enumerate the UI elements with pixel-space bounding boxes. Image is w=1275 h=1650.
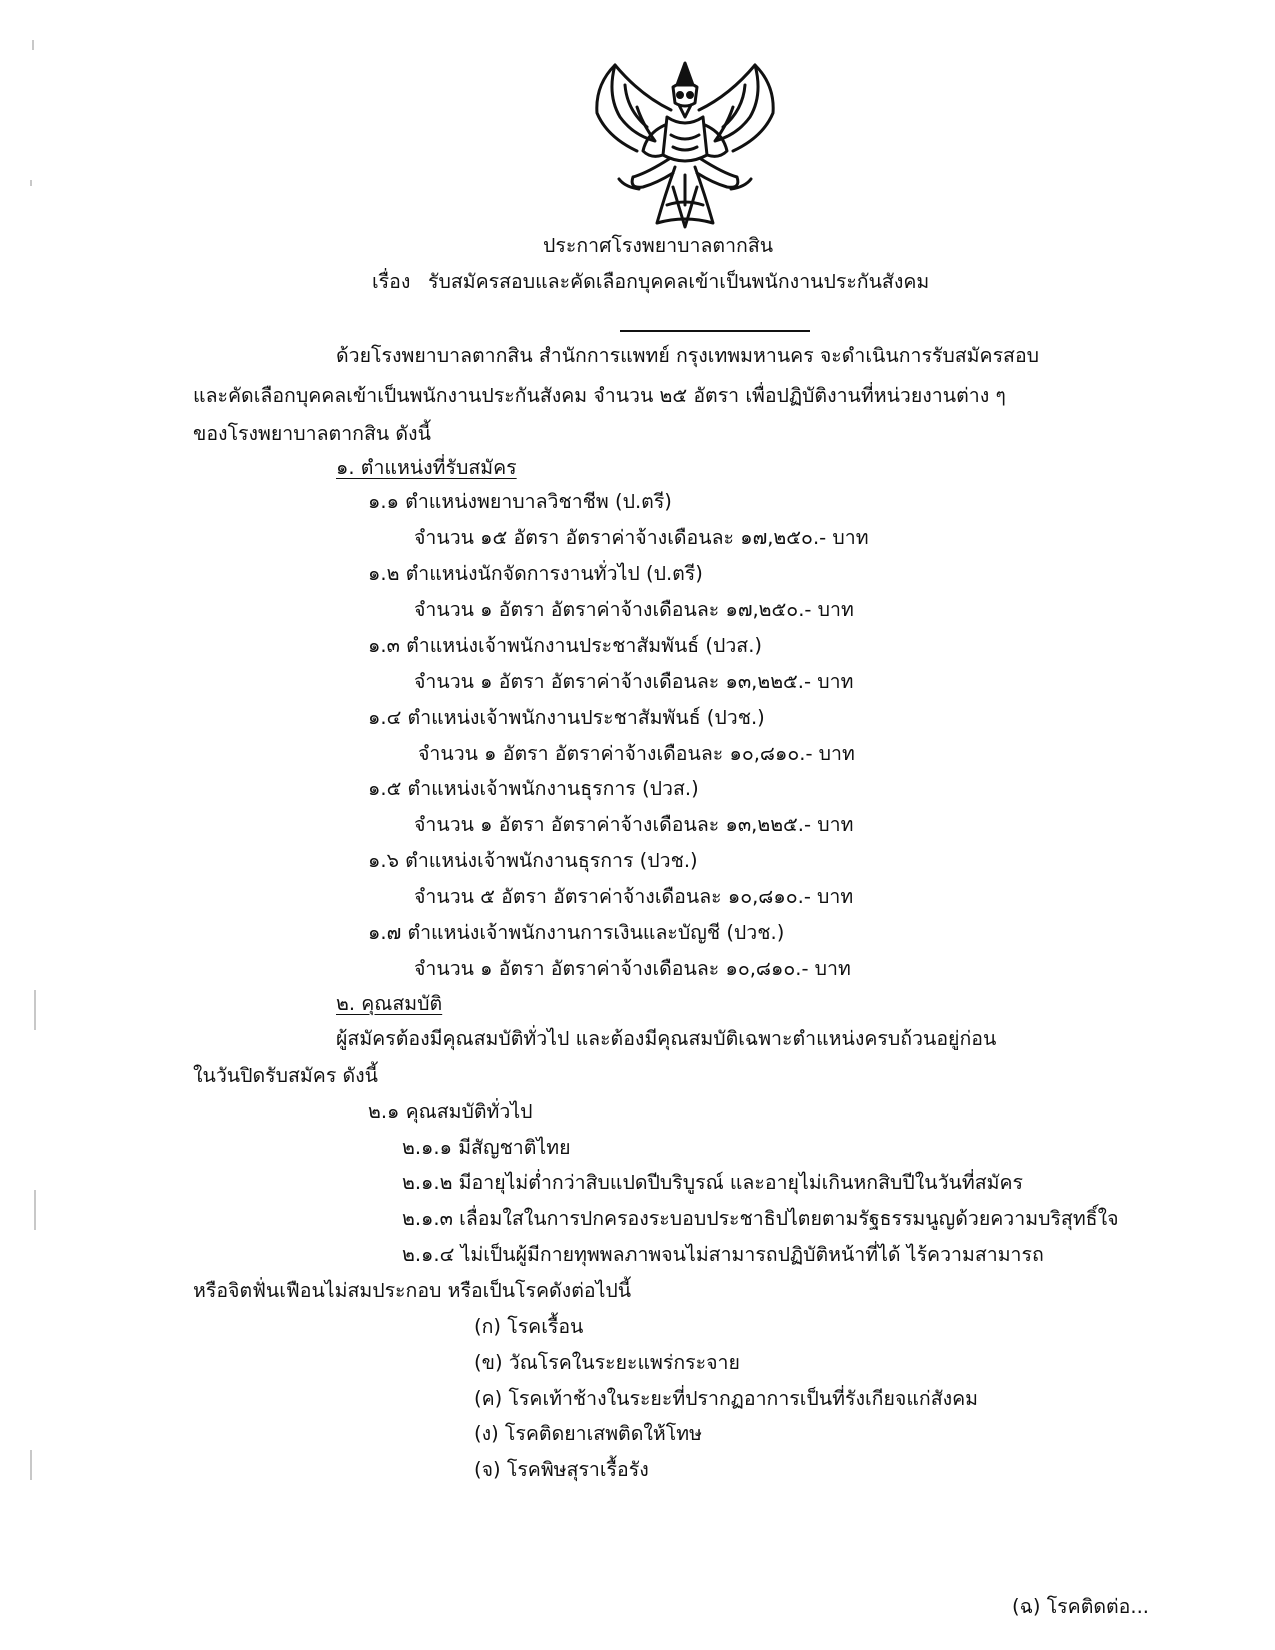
disease-item: (ค) โรคเท้าช้างในระยะที่ปรากฏอาการเป็นที่รังเกียจแก่สังคม: [474, 1387, 979, 1410]
subject-label: เรื่อง: [372, 270, 411, 293]
position-detail: จำนวน ๕ อัตรา อัตราค่าจ้างเดือนละ ๑๐,๘๑๐.- บาท: [414, 885, 854, 908]
page-continuation: (ฉ) โรคติดต่อ...: [1012, 1595, 1149, 1618]
position-detail: จำนวน ๑ อัตรา อัตราค่าจ้างเดือนละ ๑๐,๘๑๐.- บาท: [418, 742, 855, 765]
position-title: ๑.๑ ตำแหน่งพยาบาลวิชาชีพ (ป.ตรี): [368, 490, 672, 513]
title-divider: [620, 330, 810, 332]
intro-line-1: ด้วยโรงพยาบาลตากสิน สำนักการแพทย์ กรุงเทพมหานคร จะดำเนินการรับสมัครสอบ: [336, 344, 1040, 367]
disease-item: (ก) โรคเรื้อน: [474, 1315, 584, 1338]
general-qualification-heading: ๒.๑ คุณสมบัติทั่วไป: [368, 1100, 533, 1123]
announcement-title: ประกาศโรงพยาบาลตากสิน: [543, 234, 774, 257]
position-title: ๑.๔ ตำแหน่งเจ้าพนักงานประชาสัมพันธ์ (ปวช.): [368, 706, 765, 729]
scan-speck: [32, 40, 34, 50]
qualification-item-continuation: หรือจิตฟั่นเฟือนไม่สมประกอบ หรือเป็นโรคดังต่อไปนี้: [193, 1279, 632, 1302]
intro-line-2: และคัดเลือกบุคคลเข้าเป็นพนักงานประกันสังคม จำนวน ๒๕ อัตรา เพื่อปฏิบัติงานที่หน่วยงานต่าง ๆ: [193, 384, 1006, 407]
position-title: ๑.๓ ตำแหน่งเจ้าพนักงานประชาสัมพันธ์ (ปวส.): [368, 634, 763, 657]
disease-item: (จ) โรคพิษสุราเรื้อรัง: [474, 1458, 649, 1481]
scan-speck: [34, 1190, 36, 1230]
position-detail: จำนวน ๑๕ อัตรา อัตราค่าจ้างเดือนละ ๑๗,๒๕๐.- บาท: [414, 526, 869, 549]
subject-text: รับสมัครสอบและคัดเลือกบุคคลเข้าเป็นพนักงานประกันสังคม: [428, 270, 930, 293]
intro-line-3: ของโรงพยาบาลตากสิน ดังนี้: [193, 422, 431, 445]
position-title: ๑.๕ ตำแหน่งเจ้าพนักงานธุรการ (ปวส.): [368, 777, 699, 800]
disease-item: (ข) วัณโรคในระยะแพร่กระจาย: [474, 1351, 740, 1374]
position-detail: จำนวน ๑ อัตรา อัตราค่าจ้างเดือนละ ๑๓,๒๒๕.- บาท: [414, 813, 854, 836]
position-title: ๑.๖ ตำแหน่งเจ้าพนักงานธุรการ (ปวช.): [368, 849, 698, 872]
scan-speck: [30, 180, 32, 186]
scan-speck: [30, 1450, 32, 1480]
qualification-item: ๒.๑.๒ มีอายุไม่ต่ำกว่าสิบแปดปีบริบูรณ์ และอายุไม่เกินหกสิบปีในวันที่สมัคร: [402, 1171, 1023, 1194]
position-detail: จำนวน ๑ อัตรา อัตราค่าจ้างเดือนละ ๑๗,๒๕๐.- บาท: [414, 598, 854, 621]
qualification-item: ๒.๑.๓ เลื่อมใสในการปกครองระบอบประชาธิปไตยตามรัฐธรรมนูญด้วยความบริสุทธิ์ใจ: [402, 1207, 1119, 1230]
qualification-item: ๒.๑.๔ ไม่เป็นผู้มีกายทุพพลภาพจนไม่สามารถปฏิบัติหน้าที่ได้ ไร้ความสามารถ: [402, 1243, 1044, 1266]
garuda-emblem-icon: [585, 55, 785, 245]
position-detail: จำนวน ๑ อัตรา อัตราค่าจ้างเดือนละ ๑๓,๒๒๕.- บาท: [414, 670, 854, 693]
position-title: ๑.๒ ตำแหน่งนักจัดการงานทั่วไป (ป.ตรี): [368, 562, 703, 585]
position-title: ๑.๗ ตำแหน่งเจ้าพนักงานการเงินและบัญชี (ปวช.): [368, 921, 785, 944]
qualification-para-line-2: ในวันปิดรับสมัคร ดังนี้: [193, 1064, 379, 1087]
disease-item: (ง) โรคติดยาเสพติดให้โทษ: [474, 1422, 702, 1445]
section-1-heading: ๑. ตำแหน่งที่รับสมัคร: [336, 456, 517, 479]
qualification-item: ๒.๑.๑ มีสัญชาติไทย: [402, 1136, 571, 1159]
section-2-heading: ๒. คุณสมบัติ: [336, 992, 443, 1015]
position-detail: จำนวน ๑ อัตรา อัตราค่าจ้างเดือนละ ๑๐,๘๑๐.- บาท: [414, 957, 851, 980]
scan-speck: [34, 990, 36, 1030]
qualification-para-line-1: ผู้สมัครต้องมีคุณสมบัติทั่วไป และต้องมีคุณสมบัติเฉพาะตำแหน่งครบถ้วนอยู่ก่อน: [336, 1027, 997, 1050]
